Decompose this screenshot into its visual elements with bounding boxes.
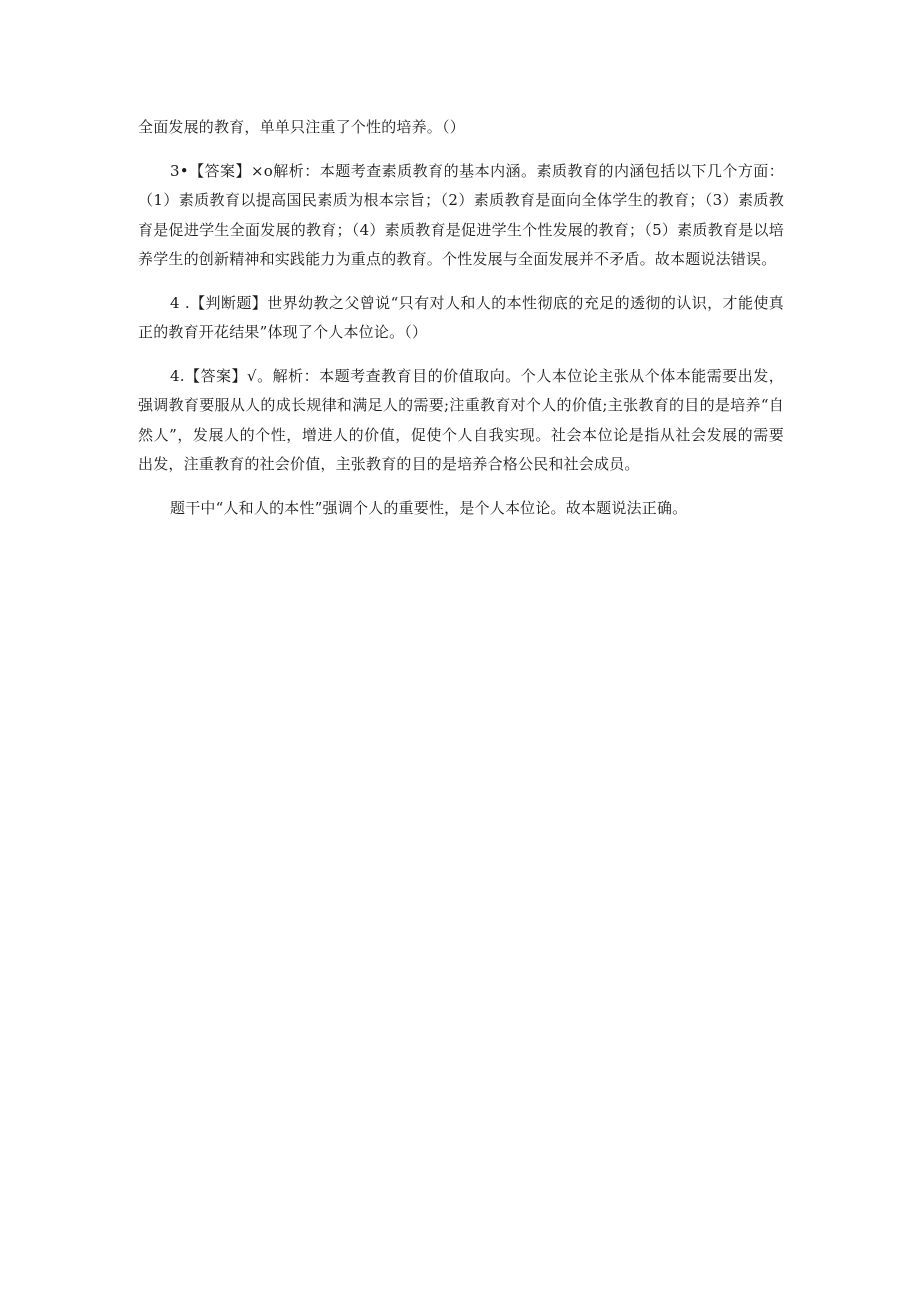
paragraph-question-4: 4 .【判断题】世界幼教之父曾说“只有对人和人的本性彻底的充足的透彻的认识，才能使真正的教育开花结果”体现了个人本位论。（） (138, 293, 784, 341)
document-body (138, 113, 784, 523)
paragraph-answer-4-conclusion: 题干中“人和人的本性”强调个人的重要性，是个人本位论。故本题说法正确。 (170, 498, 688, 517)
paragraph-question-continuation: 全面发展的教育，单单只注重了个性的培养。（） (138, 118, 465, 136)
paragraph-answer-4: 4.【答案】√。解析：本题考查教育目的价值取向。个人本位论主张从个体本能需要出发，强调教育要服从人的成长规律和满足人的需要;注重教育对个人的价值;主张教育的目的是培养“自然人”，发展人的个性，增进人的价值，促使个人自我实现。社会本位论是指从社会发展的需要出发，注重教育的社会价值，主张教育的目的是培养合格公民和社会成员。 (138, 366, 784, 473)
paragraph-answer-3: 3•【答案】×o解析：本题考查素质教育的基本内涵。素质教育的内涵包括以下几个方面：（1）素质教育以提高国民素质为根本宗旨；（2）素质教育是面向全体学生的教育；（3）素质教育是促进学生全面发展的教育；（4）素质教育是促进学生个性发展的教育；（5）素质教育是以培养学生的创新精神和实践能力为重点的教育。个性发展与全面发展并不矛盾。故本题说法错误。 (138, 161, 784, 268)
